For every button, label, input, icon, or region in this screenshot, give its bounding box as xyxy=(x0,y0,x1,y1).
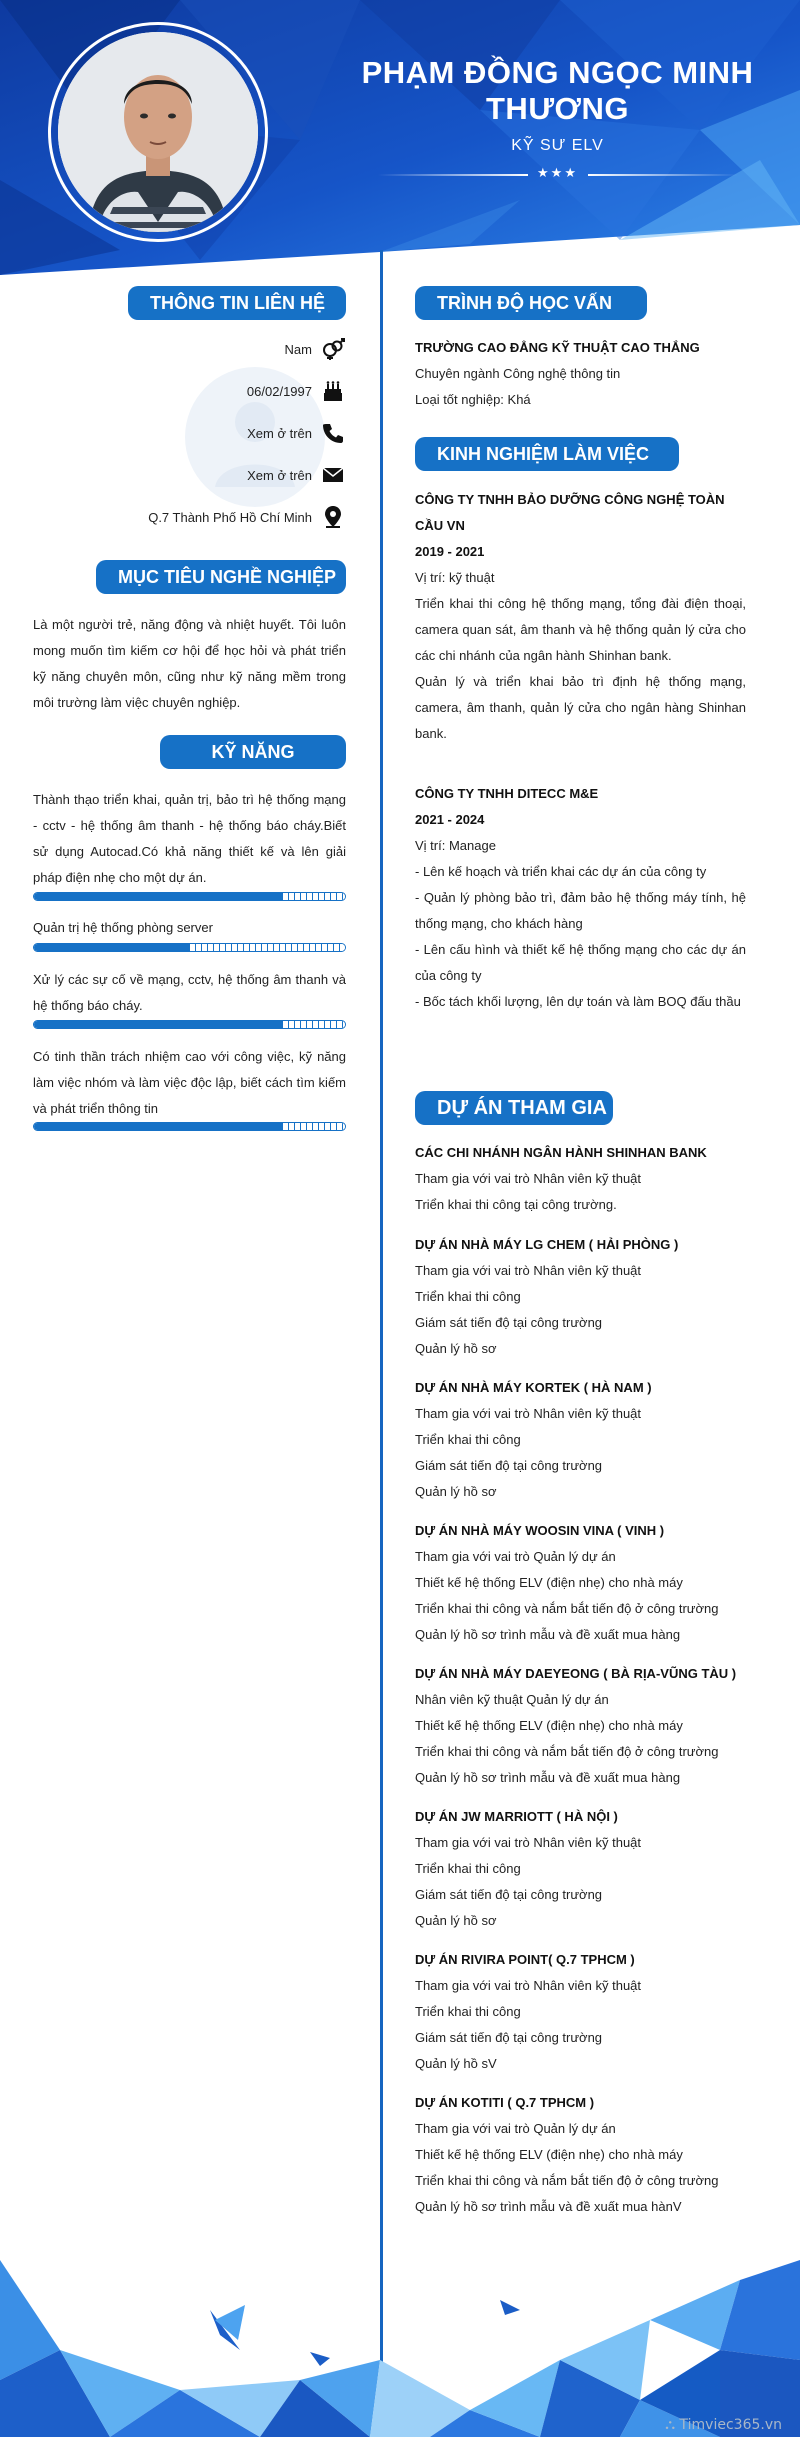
profile-photo xyxy=(58,32,258,232)
project-name: DỰ ÁN NHÀ MÁY WOOSIN VINA ( VINH ) xyxy=(415,1523,665,1538)
objective-section-title: MỤC TIÊU NGHỀ NGHIỆP xyxy=(96,560,346,594)
project-line: Triển khai thi công xyxy=(415,1432,521,1447)
project-name: DỰ ÁN NHÀ MÁY LG CHEM ( HẢI PHÒNG ) xyxy=(415,1237,679,1252)
skill-1-text: Thành thạo triển khai, quản trị, bảo trì hệ thống mạng - cctv - hệ thống âm thanh - hệ thống báo cháy.Biết sử dụng Autocad.Có khả năng thiết kế và lên giải pháp điện nhẹ cho một dự án. xyxy=(33,792,346,885)
skill-bar-remainder xyxy=(283,893,345,900)
skill-bar-fill xyxy=(34,944,190,951)
project-line: Tham gia với vai trò Nhân viên kỹ thuật xyxy=(415,1263,642,1278)
project-name: DỰ ÁN JW MARRIOTT ( HÀ NỘI ) xyxy=(415,1809,618,1824)
skill-bar-fill xyxy=(34,893,283,900)
project-name: DỰ ÁN RIVIRA POINT( Q.7 TPHCM ) xyxy=(415,1952,635,1967)
birthday-text: 06/02/1997 xyxy=(246,383,312,399)
job-period: 2021 - 2024 xyxy=(415,812,485,827)
watermark xyxy=(665,2417,782,2433)
job-description-line: - Lên cấu hình và thiết kế hệ thống mạng cho các dự án của công ty xyxy=(415,942,746,983)
job-title: KỸ SƯ ELV xyxy=(511,137,604,154)
skill-3-text: Xử lý các sự cố về mạng, cctv, hệ thống âm thanh và hệ thống báo cháy. xyxy=(33,972,346,1013)
ornament-line-left xyxy=(378,174,528,176)
skill-2-level-bar xyxy=(33,943,346,952)
experience-section-title: KINH NGHIỆM LÀM VIỆC xyxy=(415,437,679,471)
project-line: Giám sát tiến độ tại công trường xyxy=(415,2030,603,2045)
school-name: TRƯỜNG CAO ĐẲNG KỸ THUẬT CAO THẮNG xyxy=(415,340,700,355)
project-line: Tham gia với vai trò Nhân viên kỹ thuật xyxy=(415,1978,642,1993)
project-line: Triển khai thi công xyxy=(415,1861,521,1876)
project-3 xyxy=(415,1375,746,1505)
star-icons: ★★★ xyxy=(537,165,578,180)
project-5 xyxy=(415,1661,746,1791)
title-ornament xyxy=(378,167,738,183)
skill-2-text: Quản trị hệ thống phòng server xyxy=(33,920,213,935)
project-line: Tham gia với vai trò Nhân viên kỹ thuật xyxy=(415,1406,642,1421)
phone-text: Xem ở trên xyxy=(247,425,312,441)
project-8 xyxy=(415,2090,746,2220)
job-description-line: - Quản lý phòng bảo trì, đảm bảo hệ thống máy tính, hệ thống mạng, cho khách hàng xyxy=(415,890,746,931)
project-line: Thiết kế hệ thống ELV (điện nhẹ) cho nhà máy xyxy=(415,1718,683,1733)
project-name: DỰ ÁN KOTITI ( Q.7 TPHCM ) xyxy=(415,2095,595,2110)
project-name: DỰ ÁN NHÀ MÁY KORTEK ( HÀ NAM ) xyxy=(415,1380,652,1395)
contact-address xyxy=(148,503,346,531)
project-6 xyxy=(415,1804,746,1934)
footer-background xyxy=(0,2240,800,2437)
header-banner xyxy=(0,0,800,290)
job-description-line: - Lên kế hoạch và triển khai các dự án của công ty xyxy=(415,864,707,879)
project-line: Nhân viên kỹ thuật Quản lý dự án xyxy=(415,1692,609,1707)
project-2 xyxy=(415,1232,746,1362)
project-line: Quản lý hồ sơ trình mẫu và đề xuất mua hànV xyxy=(415,2199,682,2214)
contact-section-title: THÔNG TIN LIÊN HỆ xyxy=(128,286,346,320)
skills-section-title: KỸ NĂNG xyxy=(160,735,346,769)
job-position: Vị trí: Manage xyxy=(415,838,496,853)
education-major: Chuyên ngành Công nghệ thông tin xyxy=(415,366,621,381)
phone-icon xyxy=(320,421,346,445)
skill-bar-remainder xyxy=(190,944,346,951)
contact-phone xyxy=(247,419,346,447)
experience-job-1 xyxy=(415,487,746,747)
education-grade: Loại tốt nghiệp: Khá xyxy=(415,392,531,407)
experience-job-2 xyxy=(415,781,746,1015)
skill-bar-remainder xyxy=(283,1123,345,1130)
project-line: Tham gia với vai trò Nhân viên kỹ thuật xyxy=(415,1171,642,1186)
project-name: DỰ ÁN NHÀ MÁY DAEYEONG ( BÀ RỊA-VŨNG TÀU ) xyxy=(415,1666,737,1681)
education-section-title: TRÌNH ĐỘ HỌC VẤN xyxy=(415,286,647,320)
project-line: Triển khai thi công xyxy=(415,1289,521,1304)
project-line: Thiết kế hệ thống ELV (điện nhẹ) cho nhà máy xyxy=(415,2147,683,2162)
gender-text: Nam xyxy=(284,341,312,357)
name-block xyxy=(335,55,780,183)
project-line: Triển khai thi công và nắm bắt tiến độ ở công trường xyxy=(415,1601,719,1616)
project-line: Triển khai thi công tại công trường. xyxy=(415,1197,617,1212)
project-line: Tham gia với vai trò Nhân viên kỹ thuật xyxy=(415,1835,642,1850)
location-pin-icon xyxy=(320,505,346,529)
candidate-name: PHẠM ĐỒNG NGỌC MINH THƯƠNG xyxy=(361,55,754,126)
objective-text: Là một người trẻ, năng động và nhiệt huyết. Tôi luôn mong muốn tìm kiếm cơ hội để học hỏi và phát triển kỹ năng chuyên môn, cũng như kỹ năng mềm trong môi trường làm việc chuyên nghiệp. xyxy=(33,617,346,710)
projects-section-title: DỰ ÁN THAM GIA xyxy=(415,1091,613,1125)
project-7 xyxy=(415,1947,746,2077)
project-4 xyxy=(415,1518,746,1648)
avatar-frame xyxy=(48,22,268,242)
job-company: CÔNG TY TNHH DITECC M&E xyxy=(415,786,599,801)
skill-bar-fill xyxy=(34,1123,283,1130)
job-description-line: Quản lý và triển khai bảo trì định hệ thống mạng, camera, âm thanh, quản lý cửa cho ngân hàng Shinhan bank. xyxy=(415,674,746,741)
project-line: Tham gia với vai trò Quản lý dự án xyxy=(415,2121,616,2136)
project-line: Triển khai thi công và nắm bắt tiến độ ở công trường xyxy=(415,2173,719,2188)
column-divider xyxy=(380,250,383,2380)
job-company: CÔNG TY TNHH BẢO DƯỠNG CÔNG NGHỆ TOÀN CẦU VN xyxy=(415,492,725,533)
project-line: Quản lý hồ sơ xyxy=(415,1341,497,1356)
contact-email xyxy=(247,461,346,489)
project-line: Quản lý hồ sV xyxy=(415,2056,497,2071)
project-line: Quản lý hồ sơ trình mẫu và đề xuất mua hàng xyxy=(415,1770,681,1785)
project-line: Tham gia với vai trò Quản lý dự án xyxy=(415,1549,616,1564)
email-icon xyxy=(320,463,346,487)
education-block xyxy=(415,335,746,413)
project-line: Giám sát tiến độ tại công trường xyxy=(415,1315,603,1330)
skill-3-level-bar xyxy=(33,1020,346,1029)
project-line: Triển khai thi công xyxy=(415,2004,521,2019)
watermark-icon: ⛬ xyxy=(665,2417,680,2433)
project-line: Quản lý hồ sơ xyxy=(415,1484,497,1499)
project-line: Triển khai thi công và nắm bắt tiến độ ở công trường xyxy=(415,1744,719,1759)
project-line: Giám sát tiến độ tại công trường xyxy=(415,1887,603,1902)
birthday-cake-icon xyxy=(320,379,346,403)
project-1 xyxy=(415,1140,746,1218)
project-line: Quản lý hồ sơ xyxy=(415,1913,497,1928)
ornament-line-right xyxy=(588,174,738,176)
job-position: Vị trí: kỹ thuật xyxy=(415,570,495,585)
project-line: Thiết kế hệ thống ELV (điện nhẹ) cho nhà máy xyxy=(415,1575,683,1590)
email-text: Xem ở trên xyxy=(247,467,312,483)
address-text: Q.7 Thành Phố Hồ Chí Minh xyxy=(148,509,312,525)
contact-gender xyxy=(285,335,346,363)
project-line: Giám sát tiến độ tại công trường xyxy=(415,1458,603,1473)
gender-icon xyxy=(320,337,346,361)
skill-4-level-bar xyxy=(33,1122,346,1131)
footer-decoration xyxy=(0,2240,800,2437)
contact-birthday xyxy=(247,377,346,405)
avatar xyxy=(58,32,258,232)
watermark-text: Timviec365.vn xyxy=(679,2417,782,2433)
job-period: 2019 - 2021 xyxy=(415,544,485,559)
project-line: Quản lý hồ sơ trình mẫu và đề xuất mua hàng xyxy=(415,1627,681,1642)
skill-bar-fill xyxy=(34,1021,283,1028)
job-description-line: - Bốc tách khối lượng, lên dự toán và làm BOQ đấu thầu xyxy=(415,994,741,1009)
skill-1-level-bar xyxy=(33,892,346,901)
skill-4-text: Có tinh thần trách nhiệm cao với công việc, kỹ năng làm việc nhóm và làm việc độc lập, biết cách tìm kiếm và phát triển thông tin xyxy=(33,1049,346,1116)
skill-bar-remainder xyxy=(283,1021,345,1028)
project-name: CÁC CHI NHÁNH NGÂN HÀNH SHINHAN BANK xyxy=(415,1145,707,1160)
job-description-line: Triển khai thi công hệ thống mạng, tổng đài điện thoại, camera quan sát, âm thanh và hệ thống quản lý cửa cho các chi nhánh của ngân hành Shinhan bank. xyxy=(415,596,746,663)
